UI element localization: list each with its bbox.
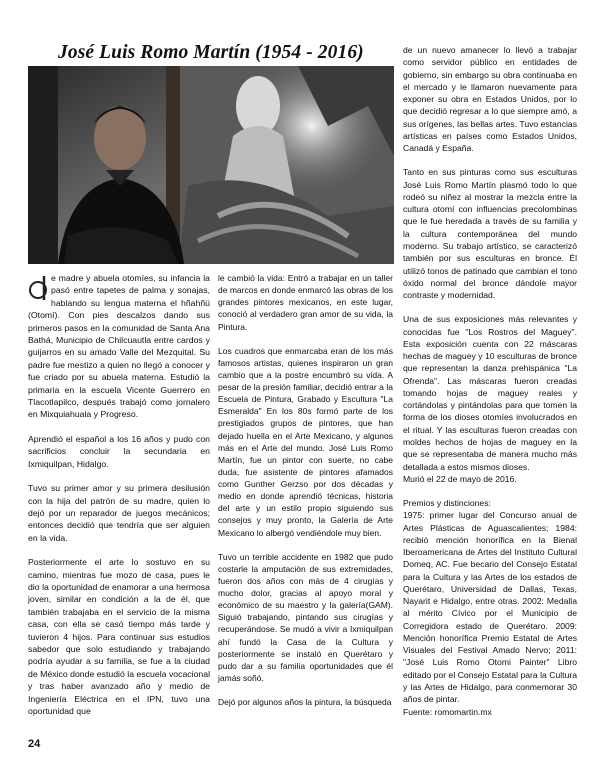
awards-heading: Premios y distinciones:: [403, 498, 491, 509]
column-2: [218, 272, 393, 720]
paragraph: [28, 272, 210, 421]
paragraph: Los cuadros que enmarcaba eran de los más famosos artistas, quienes inspiraron un gran cambio que a la postre encumbró su vida. A pesar de la presión familiar, decidió entrar a la Escuela de Pintura, Grabado y Escultura "La Esmeralda" En los 80s formó parte de los prestigiados grupos de pintores, que han dejado huella en el Arte Mexicano, y algunos más en el Arte del mundo. José Luis Romo Martín, fue un pintor con suerte, no cabe duda, fue asistente de pintores afamados como Gunther Gerzso por dos décadas y medio en donde aprendió técnicas, historia del arte y un estilo propio siguiendo sus consejos y muy pronto, la Galería de Arte Mexicano lo albergó vendiéndole muy bien.: [218, 345, 393, 538]
paragraph: Tanto en sus pinturas como sus esculturas José Luis Romo Martín plasmó todo lo que rodeó su niñez al mostrar la mezcla entre la cultura otomí con influencias precolombinas que le fue heredada a través de su familia y la cultura contemporánea del mundo moderno. Su trabajo artístico, se caracterizó también por sus esculturas en bronce. Él utilizó tonos de patinado que cambian el tono óxido normal del bronce dándole mayor contraste y modernidad.: [403, 167, 577, 301]
artist-photo: [28, 66, 394, 264]
column-3: [403, 44, 577, 730]
paragraph: de un nuevo amanecer lo llevó a trabajar como servidor público en entidades de gobierno, sin embargo su obra continuaba en el mercado y le llamaron nuevamente para exponer su obra en Estados Unidos, por lo que decidió regresar a lo que siempre amó, a sus orígenes, las bellas artes. Tuvo estancias artísticas en países como Estados Unidos, Canadá y España.: [403, 45, 577, 154]
column-1: [28, 272, 210, 729]
paragraph: Una de sus exposiciones más relevantes y conocidas fue "Los Rostros del Maguey". Esta exposición cuenta con 22 máscaras hechas de maguey y 10 esculturas de bronce que representan la danza prehispánica "La Ofrenda". Las máscaras fueron creadas tomando hojas de maguey reales y cortándolas y pintándolas para que tomen la forma de los dioses otomíes involucrados en el ritual. Y las esculturas fueron creadas con moldes hechos de hojas de maguey en la que se representaba de manera mucho más detallada a estos mismos dioses.: [403, 314, 577, 472]
paragraph: le cambió la vida: Entró a trabajar en un taller de marcos en donde enmarcó las obras de los grandes pintores mexicanos, en este lugar, conoció al verdadero gran amor de su vida, la Pintura.: [218, 273, 393, 332]
paragraph-text: e madre y abuela otomíes, su infancia la pasó entre tapetes de palma y sonajas, hablando su lengua materna el hñahñü (Otomí). Con pies descalzos dando sus primeros pasos en la comunidad de Santa Ana Bathá, Municipio de Chilcuautla entre cardos y guijarros en su amado Valle del Mezquital. Su padre fue mestizo a quien no llegó a conocer y fue criado por su abuela materna. Estudió la primaria en la escuela Vicente Guerrero en Tlacotlapilco, después trabajó como jornalero en Mixquiahuala y Progreso.: [28, 273, 210, 420]
paragraph: Dejó por algunos años la pintura, la búsqueda: [218, 697, 392, 707]
paragraph: Aprendió el español a los 16 años y pudo con sacrificios concluir la secundaria en Ixmiquilpan, Hidalgo.: [28, 433, 210, 469]
article-title: José Luis Romo Martín (1954 - 2016): [58, 42, 364, 63]
drop-cap: [28, 274, 48, 302]
page-number: 24: [28, 738, 41, 750]
source-credit: Fuente: romomartin.mx: [403, 706, 492, 717]
paragraph: Posteriormente el arte lo sostuvo en su camino, mientras fue mozo de casa, pues le dio la oportunidad de enamorar a una hermosa joven, similar en condición a la de él, que también trabajaba en el servicio de la misma casa, con ella se casó tiempo más tarde y tuvieron 4 hijos. Para continuar sus estudios sabedor que solo estudiando y trabajando podría ayudar a su familia, se fue a la ciudad de México donde estudió la escuela vocacional y tras haber avanzado año y medio de Ingeniería Eléctrica en el IPN, tuvo una oportunidad que: [28, 557, 210, 716]
paragraph: Tuvo su primer amor y su primera desilusión con la hija del patrón de su madre, quien lo dejó por un reparador de juegos mecánicos; entonces decidió que tendría que ser alguien en la vida.: [28, 483, 210, 543]
paragraph: Tuvo un terrible accidente en 1982 que pudo costarle la amputación de sus extremidades, fueron dos años con más de 4 cirugías y mucho dolor, gracias al apoyo moral y económico de su maestro y la galería(GAM). Siguió trabajando, pintando sus cirugías y recuperándose. Se mudó a vivir a Ixmiquilpan ahí fundó la Casa de la Cultura y posteriormente se instaló en Querétaro y pudo dar a su familia oportunidades que él jamás soñó.: [218, 551, 393, 683]
death-date: Murió el 22 de mayo de 2016.: [403, 473, 517, 484]
awards-text: 1975: primer lugar del Concurso anual de Artes Plásticas de Aguascalientes; 1984: recibió mención honorífica en la Bienal Iberoamericana de Artes del Instituto Cultural Domeq, AC. Fue becario del Consejo Estatal para la Cultura y las Artes de los estados de Querétaro, Universidad de Dallas, Texas, Nayarit e Hidalgo, entre otras. 2002: Medalla al mérito Cívico por el Municipio de Corregidora estado de Querétaro. 2009: Mención honorífica Premio Estatal de Artes Visuales del Festival Amado Nervo; 2011: "José Luis Romo Otomi Painter" Libro editado por el Consejo Estatal para la Cultura y las Artes de Hidalgo, para conmemorar 30 años de pintar.: [403, 510, 577, 705]
